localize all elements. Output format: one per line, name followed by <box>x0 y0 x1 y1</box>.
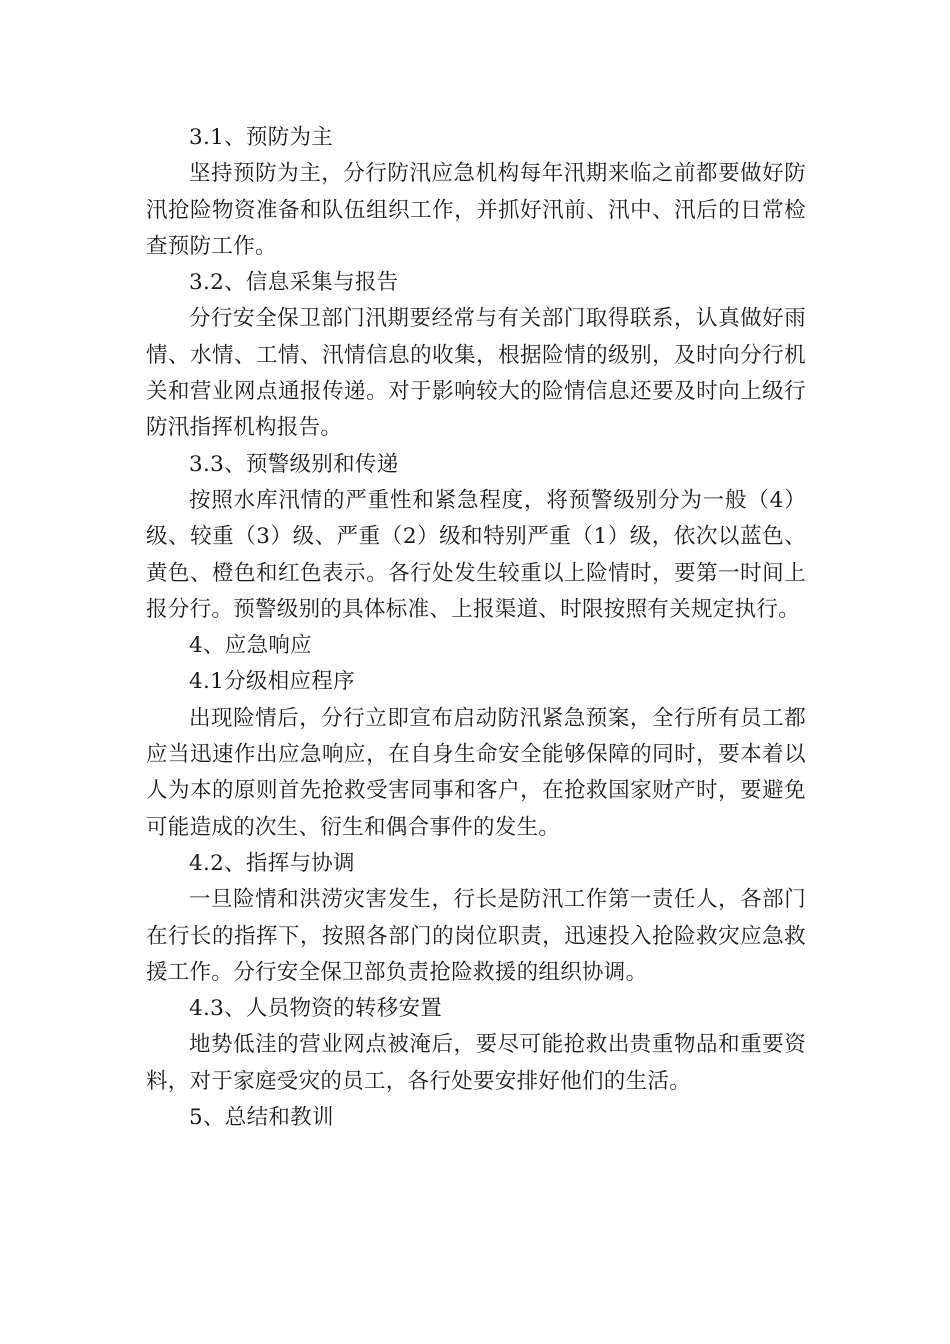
section-heading-3-2: 3.2、信息采集与报告 <box>189 270 399 296</box>
section-heading-3-3: 3.3、预警级别和传递 <box>189 451 399 477</box>
section-heading-4-3: 4.3、人员物资的转移安置 <box>189 996 443 1022</box>
document-page <box>146 120 806 1136</box>
section-body-4-1: 出现险情后，分行立即宣布启动防汛紧急预案，全行所有员工都应当迅速作出应急响应，在自身生命安全能够保障的同时，要本着以人为本的原则首先抢救受害同事和客户，在抢救国家财产时，要避免可能造成的次生、衍生和偶合事件的发生。 <box>146 705 806 840</box>
section-heading-4: 4、应急响应 <box>189 633 312 659</box>
section-body-3-3: 按照水库汛情的严重性和紧急程度，将预警级别分为一般（4）级、较重（3）级、严重（2）级和特别严重（1）级，依次以蓝色、黄色、橙色和红色表示。各行处发生较重以上险情时，要第一时间上报分行。预警级别的具体标准、上报渠道、时限按照有关规定执行。 <box>146 487 806 622</box>
section-heading-4-1: 4.1分级相应程序 <box>189 669 355 695</box>
section-body-4-2: 一旦险情和洪涝灾害发生，行长是防汛工作第一责任人，各部门在行长的指挥下，按照各部门的岗位职责，迅速投入抢险救灾应急救援工作。分行安全保卫部负责抢险救援的组织协调。 <box>146 887 806 985</box>
section-heading-3-1: 3.1、预防为主 <box>189 125 334 150</box>
section-heading-5: 5、总结和教训 <box>189 1105 334 1131</box>
section-body-4-3: 地势低洼的营业网点被淹后，要尽可能抢救出贵重物品和重要资料，对于家庭受灾的员工，各行处要安排好他们的生活。 <box>146 1032 806 1094</box>
section-heading-4-2: 4.2、指挥与协调 <box>189 850 355 876</box>
section-body-3-1: 坚持预防为主，分行防汛应急机构每年汛期来临之前都要做好防汛抢险物资准备和队伍组织工作，并抓好汛前、汛中、汛后的日常检查预防工作。 <box>146 161 806 259</box>
section-body-3-2: 分行安全保卫部门汛期要经常与有关部门取得联系，认真做好雨情、水情、工情、汛情信息的收集，根据险情的级别，及时向分行机关和营业网点通报传递。对于影响较大的险情信息还要及时向上级行防汛指挥机构报告。 <box>146 306 806 441</box>
